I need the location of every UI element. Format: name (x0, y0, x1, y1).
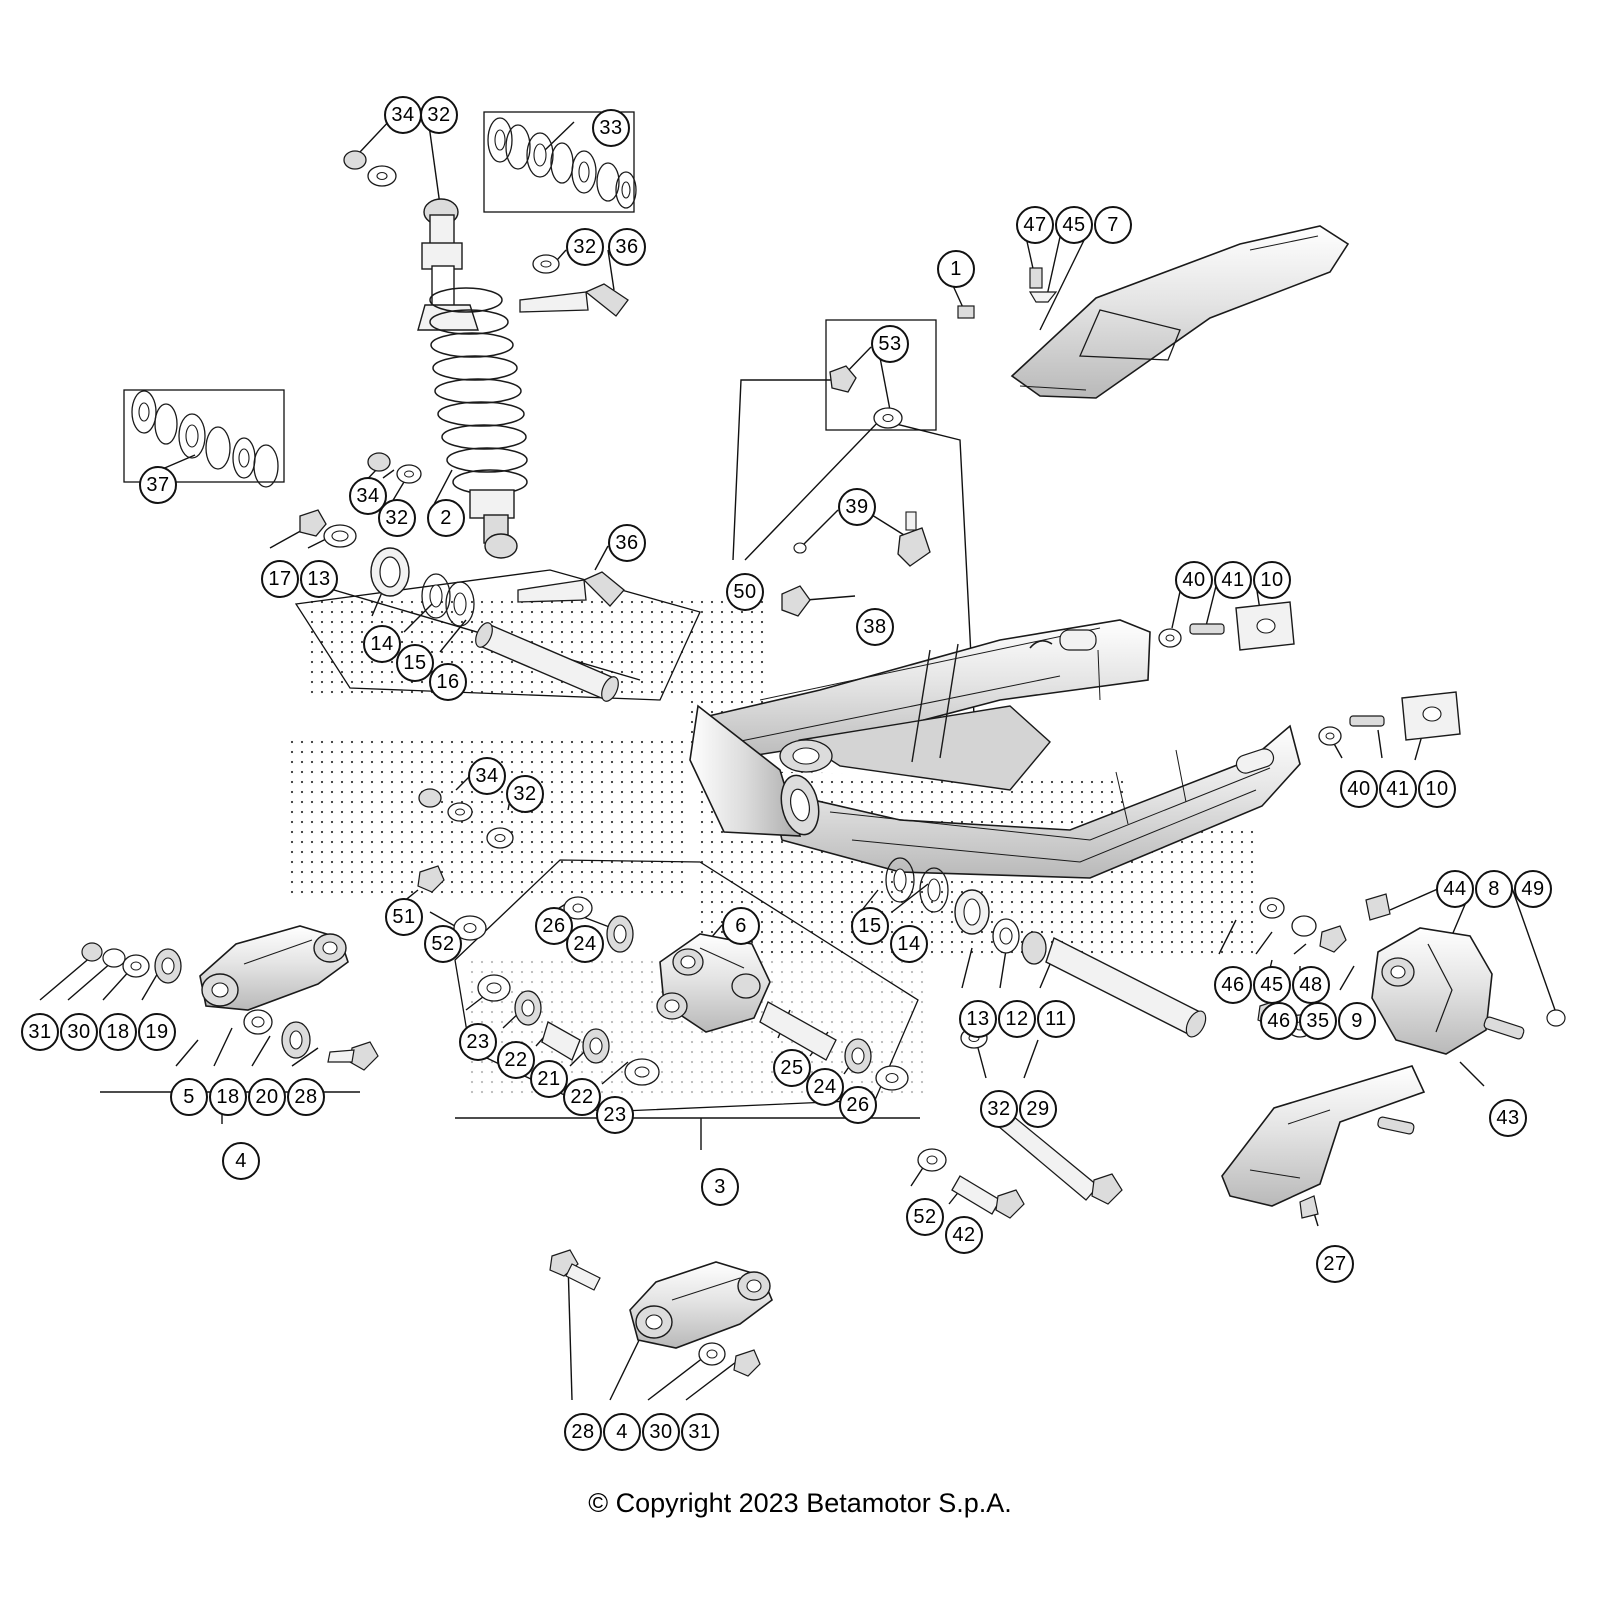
callout-10[interactable]: 10 (1253, 561, 1291, 599)
callout-32d[interactable]: 32 (506, 775, 544, 813)
clamp-38 (782, 586, 810, 616)
callout-51[interactable]: 51 (385, 898, 423, 936)
callout-37[interactable]: 37 (139, 466, 177, 504)
callout-47[interactable]: 47 (1016, 206, 1054, 244)
callout-27[interactable]: 27 (1316, 1245, 1354, 1283)
side-stand-9 (1222, 1066, 1424, 1218)
callout-11[interactable]: 11 (1037, 1000, 1075, 1038)
callout-42[interactable]: 42 (945, 1216, 983, 1254)
callout-25[interactable]: 25 (773, 1049, 811, 1087)
bolts-29-42 (918, 1028, 1122, 1218)
callout-4[interactable]: 4 (222, 1142, 260, 1180)
callout-23[interactable]: 23 (459, 1023, 497, 1061)
callout-14[interactable]: 14 (363, 625, 401, 663)
callout-31[interactable]: 31 (21, 1013, 59, 1051)
chain-adjuster-upper (1159, 602, 1294, 650)
callout-2[interactable]: 2 (427, 499, 465, 537)
callout-10b[interactable]: 10 (1418, 770, 1456, 808)
callout-14b[interactable]: 14 (890, 925, 928, 963)
callout-17[interactable]: 17 (261, 560, 299, 598)
callout-36b[interactable]: 36 (608, 524, 646, 562)
callout-21[interactable]: 21 (530, 1060, 568, 1098)
callout-46[interactable]: 46 (1214, 966, 1252, 1004)
callout-48[interactable]: 48 (1292, 966, 1330, 1004)
callout-22[interactable]: 22 (497, 1041, 535, 1079)
callout-28[interactable]: 28 (287, 1078, 325, 1116)
callout-28b[interactable]: 28 (564, 1413, 602, 1451)
callout-13b[interactable]: 13 (959, 1000, 997, 1038)
callout-26b[interactable]: 26 (839, 1086, 877, 1124)
callout-16[interactable]: 16 (429, 663, 467, 701)
callout-31b[interactable]: 31 (681, 1413, 719, 1451)
callout-32[interactable]: 32 (420, 96, 458, 134)
caliper-bracket-8 (1366, 894, 1565, 1054)
callout-6[interactable]: 6 (722, 907, 760, 945)
callout-26[interactable]: 26 (535, 907, 573, 945)
callout-13[interactable]: 13 (300, 560, 338, 598)
washers-32-36 (533, 255, 559, 273)
callout-9[interactable]: 9 (1338, 1002, 1376, 1040)
callout-3[interactable]: 3 (701, 1168, 739, 1206)
callout-24[interactable]: 24 (566, 925, 604, 963)
callout-23b[interactable]: 23 (596, 1096, 634, 1134)
callout-34c[interactable]: 34 (468, 757, 506, 795)
callout-29[interactable]: 29 (1019, 1090, 1057, 1128)
linkage-rocker-6 (657, 934, 770, 1032)
callout-36[interactable]: 36 (608, 228, 646, 266)
callout-44[interactable]: 44 (1436, 870, 1474, 908)
callout-32b[interactable]: 32 (566, 228, 604, 266)
callout-12[interactable]: 12 (998, 1000, 1036, 1038)
callout-30[interactable]: 30 (60, 1013, 98, 1051)
callout-46b[interactable]: 46 (1260, 1002, 1298, 1040)
callout-40[interactable]: 40 (1175, 561, 1213, 599)
callout-33[interactable]: 33 (592, 109, 630, 147)
callout-19[interactable]: 19 (138, 1013, 176, 1051)
callout-49[interactable]: 49 (1514, 870, 1552, 908)
bolt-36b (518, 572, 624, 606)
callout-52[interactable]: 52 (424, 925, 462, 963)
connecting-rod-4-bottom (550, 1250, 772, 1376)
callout-18[interactable]: 18 (99, 1013, 137, 1051)
callout-22b[interactable]: 22 (563, 1078, 601, 1116)
callout-24b[interactable]: 24 (806, 1068, 844, 1106)
callout-7[interactable]: 7 (1094, 206, 1132, 244)
bolt-1 (958, 306, 974, 318)
callout-52b[interactable]: 52 (906, 1198, 944, 1236)
callout-4b[interactable]: 4 (603, 1413, 641, 1451)
copyright-notice: © Copyright 2023 Betamotor S.p.A. (588, 1488, 1012, 1518)
callout-40b[interactable]: 40 (1340, 770, 1378, 808)
callout-41[interactable]: 41 (1214, 561, 1252, 599)
callout-34b[interactable]: 34 (349, 477, 387, 515)
chain-adjuster-lower (1319, 692, 1460, 745)
callout-41b[interactable]: 41 (1379, 770, 1417, 808)
callout-38[interactable]: 38 (856, 608, 894, 646)
callout-18b[interactable]: 18 (209, 1078, 247, 1116)
hardware-top (344, 151, 396, 186)
hardware-17-13 (300, 510, 356, 547)
chain-guide-7 (1012, 226, 1348, 398)
callout-39[interactable]: 39 (838, 488, 876, 526)
callout-45b[interactable]: 45 (1253, 966, 1291, 1004)
callout-15[interactable]: 15 (396, 644, 434, 682)
callout-15b[interactable]: 15 (851, 907, 889, 945)
callout-34[interactable]: 34 (384, 96, 422, 134)
callout-20[interactable]: 20 (248, 1078, 286, 1116)
callout-32c[interactable]: 32 (378, 499, 416, 537)
callout-35[interactable]: 35 (1299, 1002, 1337, 1040)
bolt-36a (520, 284, 628, 316)
callout-45[interactable]: 45 (1055, 206, 1093, 244)
callout-43[interactable]: 43 (1489, 1099, 1527, 1137)
callout-8[interactable]: 8 (1475, 870, 1513, 908)
callout-32e[interactable]: 32 (980, 1090, 1018, 1128)
callout-50[interactable]: 50 (726, 573, 764, 611)
callout-1[interactable]: 1 (937, 250, 975, 288)
hardware-53 (830, 366, 902, 428)
callout-5[interactable]: 5 (170, 1078, 208, 1116)
callout-30b[interactable]: 30 (642, 1413, 680, 1451)
callout-53[interactable]: 53 (871, 325, 909, 363)
